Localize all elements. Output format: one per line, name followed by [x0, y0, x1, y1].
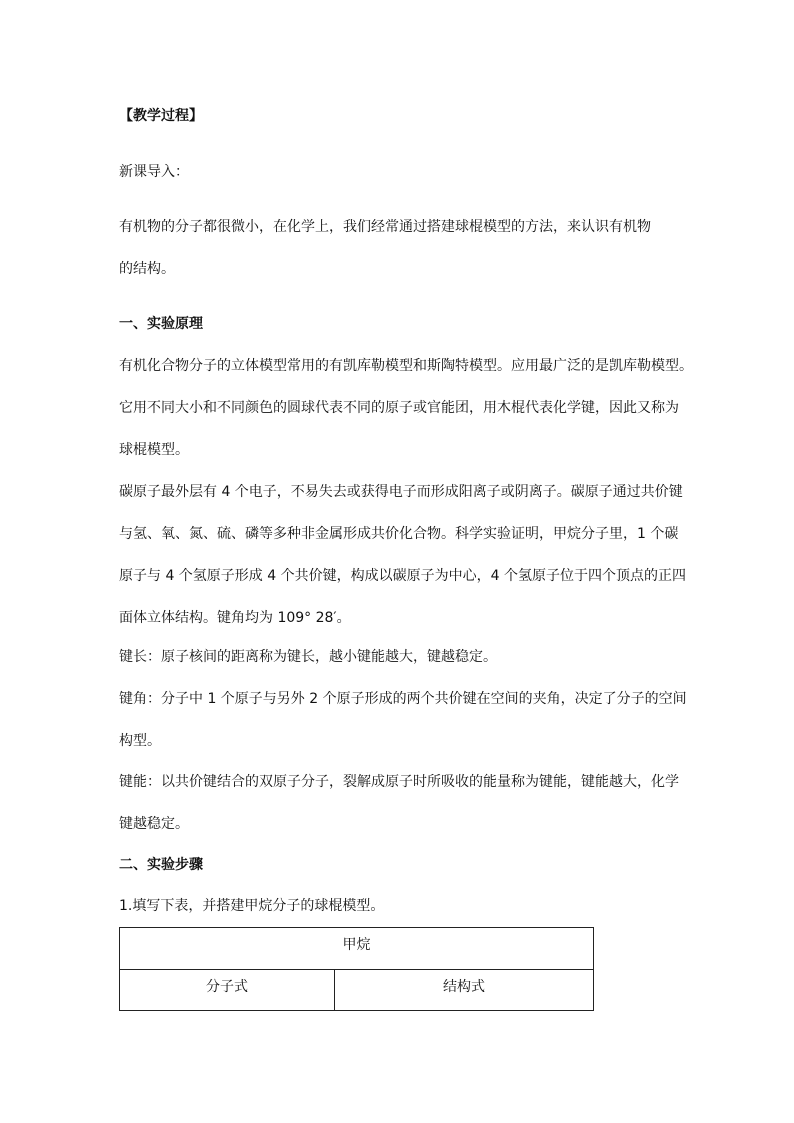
- part2-heading: 二、实验步骤: [119, 857, 203, 873]
- bond-angle-line: 键角：分子中 1 个原子与另外 2 个原子形成的两个共价键在空间的夹角，决定了分子的空间: [119, 691, 687, 707]
- principle-line: 它用不同大小和不同颜色的圆球代表不同的原子或官能团，用木棍代表化学键，因此又称为: [119, 400, 679, 416]
- bond-angle-paragraph: [119, 688, 687, 772]
- principle-line: 有机化合物分子的立体模型常用的有凯库勒模型和斯陶特模型。应用最广泛的是凯库勒模型。: [119, 358, 693, 374]
- carbon-line: 面体立体结构。键角均为 109° 28′。: [119, 610, 351, 626]
- intro-line: 的结构。: [119, 261, 175, 277]
- bond-angle-line: 构型。: [119, 733, 161, 749]
- part1-heading: 一、实验原理: [119, 316, 203, 332]
- structural-formula-header: 结构式: [335, 970, 594, 1011]
- principle-paragraph: [119, 355, 693, 481]
- intro-line: 有机物的分子都很微小，在化学上，我们经常通过搭建球棍模型的方法，来认识有机物: [119, 219, 651, 235]
- bond-length-text: 键长：原子核间的距离称为键长，越小键能越大，键越稳定。: [119, 649, 497, 665]
- principle-line: 球棍模型。: [119, 442, 189, 458]
- carbon-paragraph: [119, 481, 686, 649]
- bond-energy-paragraph: [119, 771, 679, 855]
- molecular-formula-header: 分子式: [120, 970, 335, 1011]
- table-title-cell: 甲烷: [120, 928, 594, 970]
- intro-paragraph: [119, 216, 679, 300]
- step1-text: 1.填写下表，并搭建甲烷分子的球棍模型。: [119, 898, 385, 914]
- section-title: 【教学过程】: [119, 108, 203, 124]
- carbon-line: 碳原子最外层有 4 个电子，不易失去或获得电子而形成阳离子或阴离子。碳原子通过共价键: [119, 484, 683, 500]
- bond-energy-line: 键越稳定。: [119, 816, 189, 832]
- methane-table: [119, 927, 594, 1011]
- carbon-line: 原子与 4 个氢原子形成 4 个共价键，构成以碳原子为中心，4 个氢原子位于四个顶点的正四: [119, 568, 686, 584]
- carbon-line: 与氢、氧、氮、硫、磷等多种非金属形成共价化合物。科学实验证明，甲烷分子里，1 个碳: [119, 526, 679, 542]
- intro-label: 新课导入：: [119, 164, 189, 180]
- bond-energy-line: 键能：以共价键结合的双原子分子，裂解成原子时所吸收的能量称为键能，键能越大，化学: [119, 774, 679, 790]
